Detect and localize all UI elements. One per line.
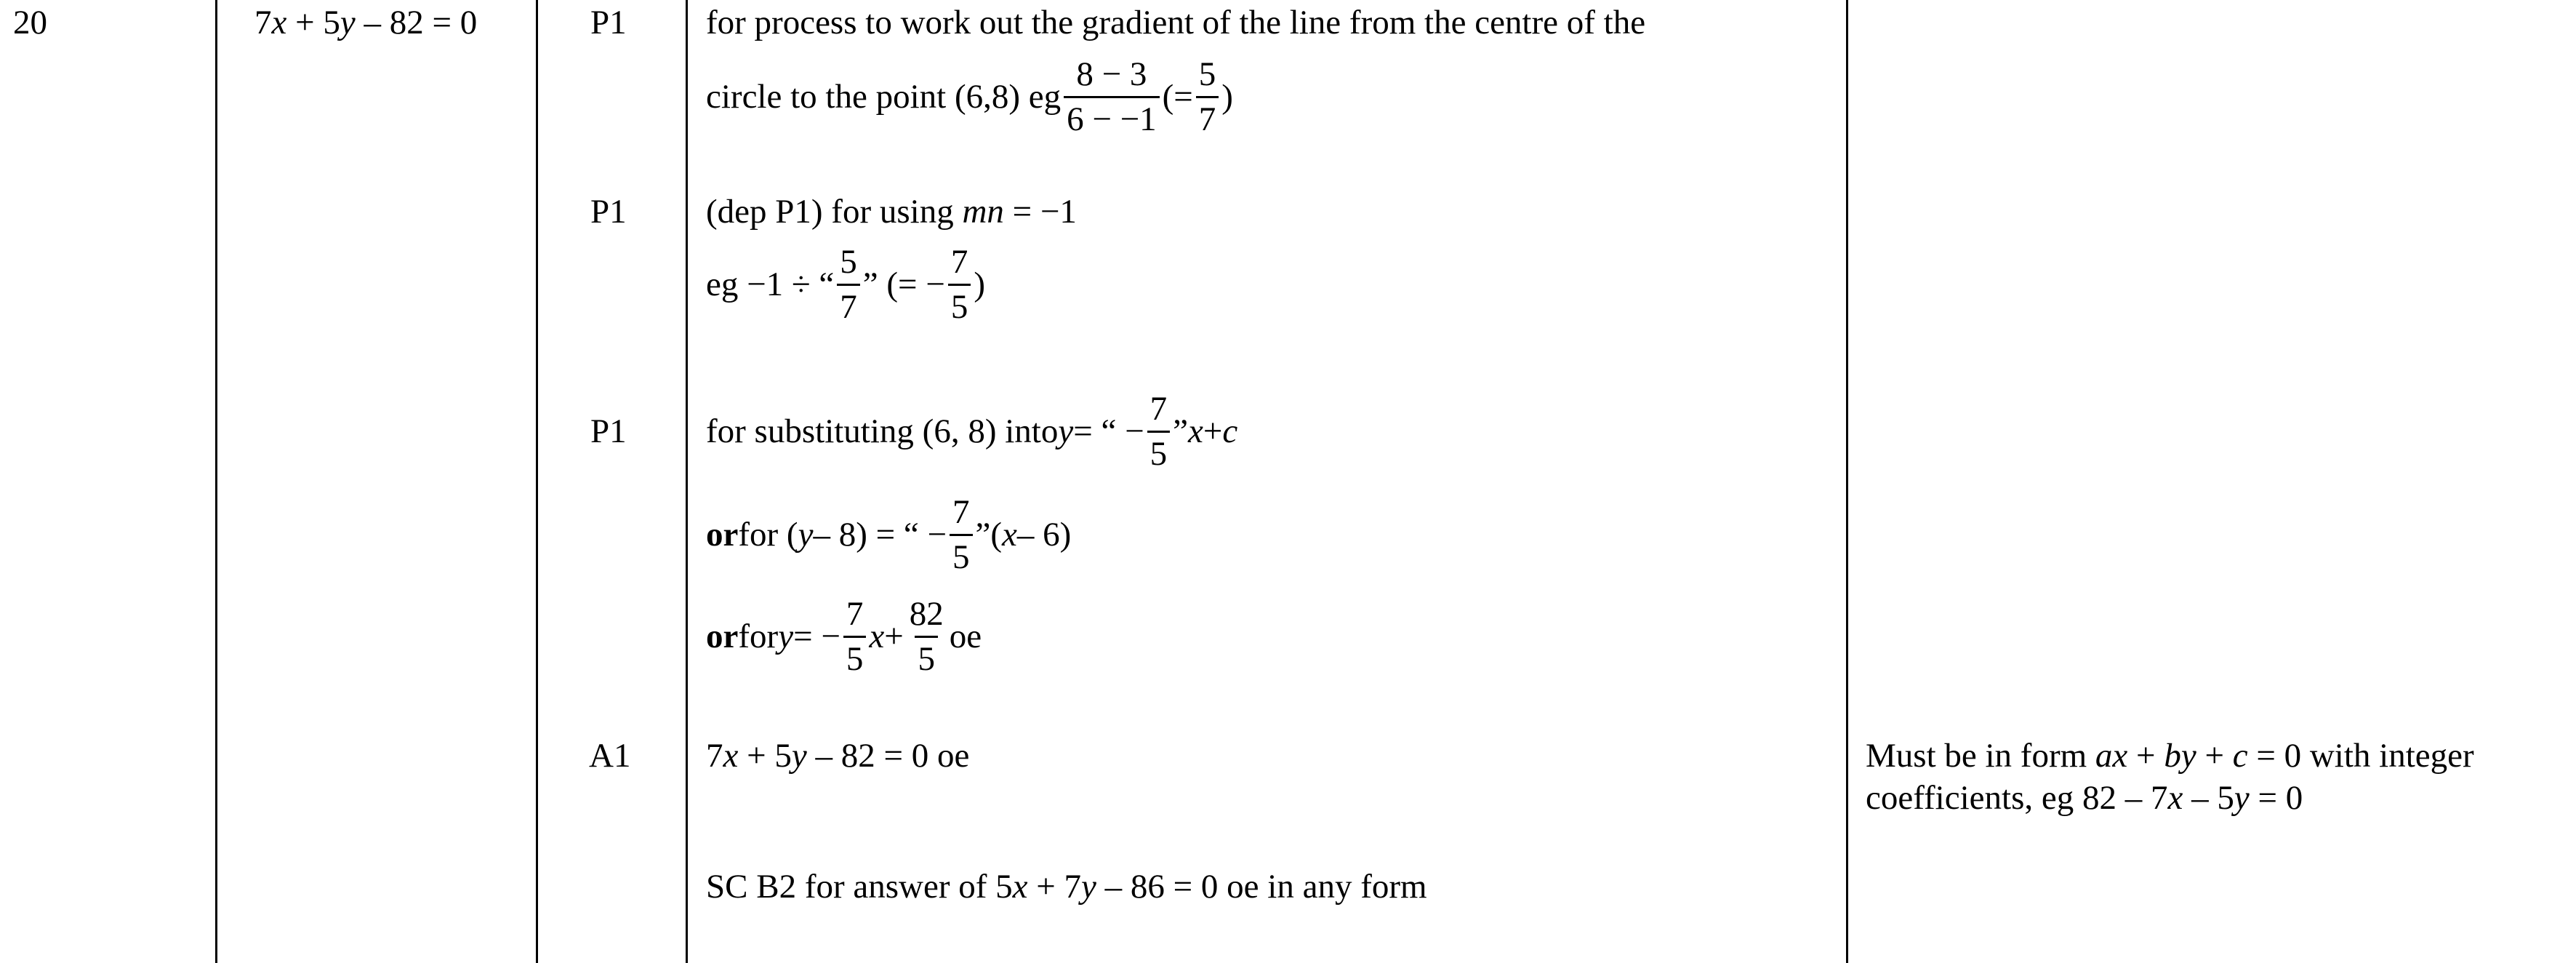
m3-line3: or for y = − $\frac{7}{5}$ x + $\frac{82}{5}$ oe [706, 594, 982, 678]
fraction-five-sevenths: $\frac{5}{7}$ [1196, 57, 1219, 137]
m3-line1: for substituting (6, 8) into y = “ − $\frac{7}{5}$ ” x + c [706, 389, 1238, 473]
guidance-line2: coefficients, eg 82 – 7x – 5y = 0 [1866, 779, 2303, 817]
m1-line1: for process to work out the gradient of the line from the centre of the [706, 4, 1646, 41]
m2-line1: (dep P1) for using mn = −1 [706, 193, 1077, 231]
fraction-seven-fifths: $\frac{7}{5}$ [843, 597, 867, 676]
special-case-note: SC B2 for answer of 5x + 7y – 86 = 0 oe in any form [706, 868, 1427, 906]
answer-cell: 7x + 5y – 82 = 0 [254, 4, 478, 41]
question-number: 20 [13, 4, 47, 41]
m1-line2: circle to the point (6,8) eg $\frac{8 - 3}{6 - -1}$ (= $\frac{5}{7}$ ) [706, 55, 1233, 138]
guidance-line1: Must be in form ax + by + c = 0 with integer [1866, 737, 2474, 775]
a1-answer: 7x + 5y – 82 = 0 oe [706, 737, 970, 775]
fraction-five-sevenths: $\frac{5}{7}$ [837, 245, 860, 324]
m3-line2: or for ( y – 8) = “ − $\frac{7}{5}$ ”( x – 6) [706, 492, 1072, 576]
mark-p1-first: P1 [590, 4, 627, 41]
fraction-eighty-two-fifths: $\frac{82}{5}$ [909, 594, 944, 678]
column-divider-4 [1846, 0, 1848, 963]
column-divider-2 [536, 0, 538, 963]
m2-line2: eg −1 ÷ “ $\frac{5}{7}$ ” (= − $\frac{7}{5}$ ) [706, 242, 985, 326]
mark-a1: A1 [589, 737, 631, 775]
mark-p1-second: P1 [590, 193, 627, 231]
mark-p1-third: P1 [590, 412, 627, 450]
fraction-seven-fifths: $\frac{7}{5}$ [948, 245, 971, 324]
column-divider-1 [215, 0, 217, 963]
fraction-seven-fifths: $\frac{7}{5}$ [950, 495, 973, 575]
column-divider-3 [686, 0, 688, 963]
fraction-gradient: $\frac{8 - 3}{6 - -1}$ [1064, 57, 1160, 137]
fraction-seven-fifths: $\frac{7}{5}$ [1147, 392, 1171, 471]
